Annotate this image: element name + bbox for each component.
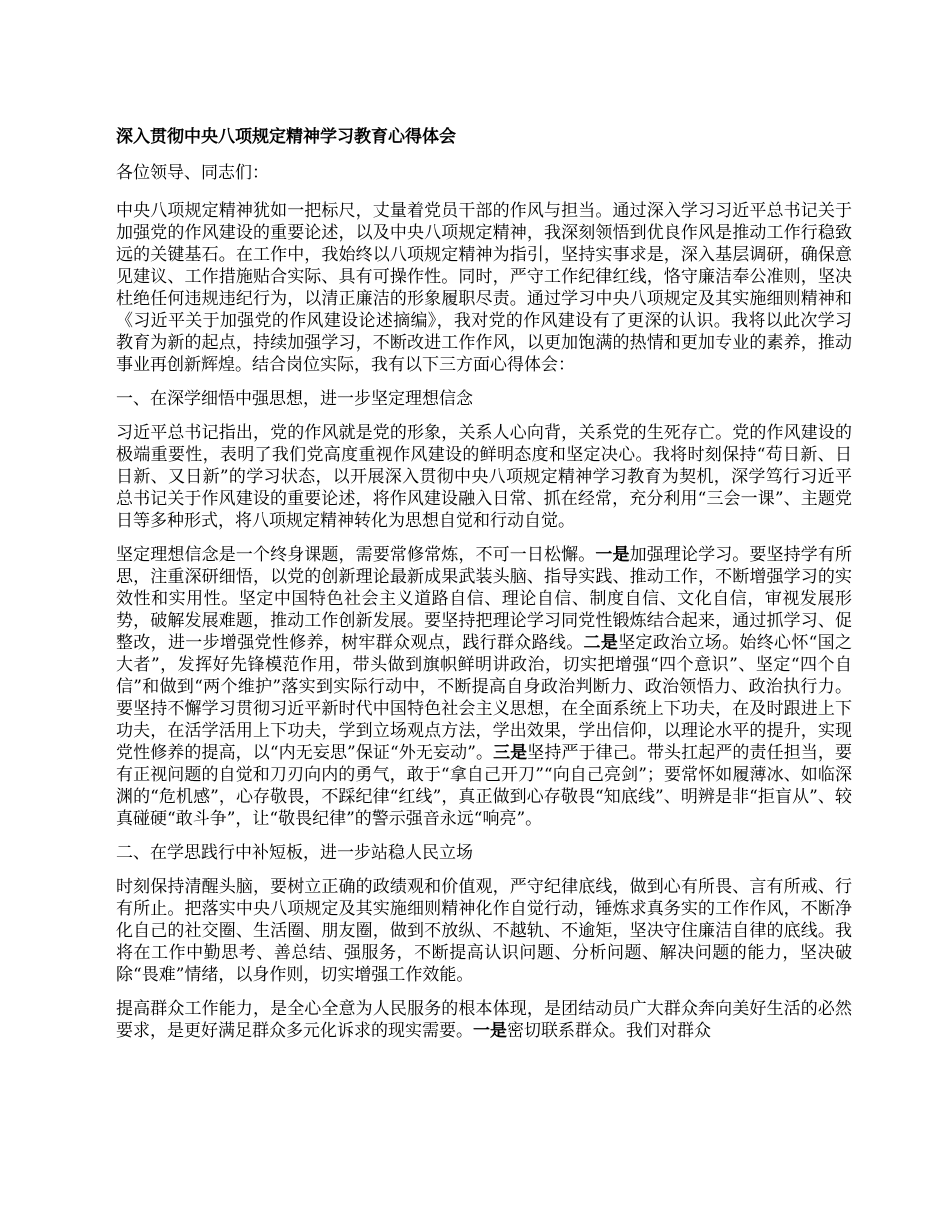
section-1-paragraph-1: 习近平总书记指出，党的作风就是党的形象，关系人心向背，关系党的生死存亡。党的作风建设的极端重要性，表明了我们党高度重视作风建设的鲜明态度和坚定决心。我将时刻保持“苟日新、日日新、又日新”的学习状态，以开展深入贯彻中央八项规定精神学习教育为契机，深学笃行习近平总书记关于作风建设的重要论述，将作风建设融入日常、抓在经常，充分利用“三会一课”、主题党日等多种形式，将八项规定精神转化为思想自觉和行动自觉。 <box>116 423 852 531</box>
paragraph-text: 加强理论学习。要坚持学有所思，注重深研细悟，以党的创新理论最新成果武装头脑、指导实践、推动工作，不断增强学习的实效性和实用性。坚定中国特色社会主义道路自信、理论自信、制度自信、文化自信，审视发展形势，破解发展难题，推动工作创新发展。要坚持把理论学习同党性锻炼结合起来，通过抓学习、促整改，进一步增强党性修养，树牢群众观点，践行群众路线。 <box>116 545 853 653</box>
paragraph-text: 坚持严于律己。带头扛起严的责任担当，要有正视问题的自觉和刀刃向内的勇气，敢于“拿自己开刀”“向自己亮剑”；要常怀如履薄冰、如临深渊的“危机感”，心存敬畏，不踩纪律“红线”，真正做到心存敬畏“知底线”、明辨是非“拒盲从”、较真碰硬“敢斗争”，让“敬畏纪律”的警示强音永远“响亮”。 <box>116 743 853 829</box>
paragraph-text: 坚定理想信念是一个终身课题，需要常修常炼，不可一日松懈。 <box>116 545 596 565</box>
paragraph-text: 提高群众工作能力，是全心全意为人民服务的根本体现，是团结动员广大群众奔向美好生活的必然要求，是更好满足群众多元化诉求的现实需要。 <box>116 999 852 1041</box>
bold-marker-one: 一是 <box>595 545 630 565</box>
salutation: 各位领导、同志们： <box>116 163 269 183</box>
section-2-heading: 二、在学思践行中补短板，进一步站稳人民立场 <box>116 843 473 863</box>
bold-marker-three: 三是 <box>493 743 528 763</box>
section-2-paragraph-2 <box>116 998 852 1042</box>
section-2-paragraph-1: 时刻保持清醒头脑，要树立正确的政绩观和价值观，严守纪律底线，做到心有所畏、言有所戒、行有所止。把落实中央八项规定及其实施细则精神化作自觉行动，锤炼求真务实的工作作风，不断净化自己的社交圈、生活圈、朋友圈，做到不放纵、不越轨、不逾矩，坚决守住廉洁自律的底线。我将在工作中勤思考、善总结、强服务，不断提高认识问题、分析问题、解决问题的能力，坚决破除“畏难”情绪，以身作则，切实增强工作效能。 <box>116 877 852 985</box>
paragraph-text: 密切联系群众。我们对群众 <box>507 1021 711 1041</box>
bold-marker-one: 一是 <box>473 1021 507 1041</box>
section-1-paragraph-2 <box>116 544 852 830</box>
document-title: 深入贯彻中央八项规定精神学习教育心得体会 <box>116 127 456 147</box>
intro-paragraph: 中央八项规定精神犹如一把标尺，丈量着党员干部的作风与担当。通过深入学习习近平总书记关于加强党的作风建设的重要论述，以及中央八项规定精神，我深刻领悟到优良作风是推动工作行稳致远的关键基石。在工作中，我始终以八项规定精神为指引，坚持实事求是，深入基层调研，确保意见建议、工作措施贴合实际、具有可操作性。同时，严守工作纪律红线，恪守廉洁奉公准则，坚决杜绝任何违规违纪行为，以清正廉洁的形象履职尽责。通过学习中央八项规定及其实施细则精神和《习近平关于加强党的作风建设论述摘编》，我对党的作风建设有了更深的认识。我将以此次学习教育为新的起点，持续加强学习，不断改进工作作风，以更加饱满的热情和更加专业的素养，推动事业再创新辉煌。结合岗位实际，我有以下三方面心得体会： <box>116 201 852 375</box>
paragraph-text: 坚定政治立场。始终心怀“国之大者”，发挥好先锋模范作用，带头做到旗帜鲜明讲政治，切实把增强“四个意识”、坚定“四个自信”和做到“两个维护”落实到实际行动中，不断提高自身政治判断力、政治领悟力、政治执行力。要坚持不懈学习贯彻习近平新时代中国特色社会主义思想，在全面系统上下功夫，在及时跟进上下功夫，在活学活用上下功夫，学到立场观点方法，学出效果，学出信仰，以理论水平的提升，实现党性修养的提高，以“内无妄思”保证“外无妄动”。 <box>116 633 852 763</box>
document-page <box>116 118 852 1054</box>
bold-marker-two: 二是 <box>583 633 619 653</box>
section-1-heading: 一、在深学细悟中强思想，进一步坚定理想信念 <box>116 389 473 409</box>
